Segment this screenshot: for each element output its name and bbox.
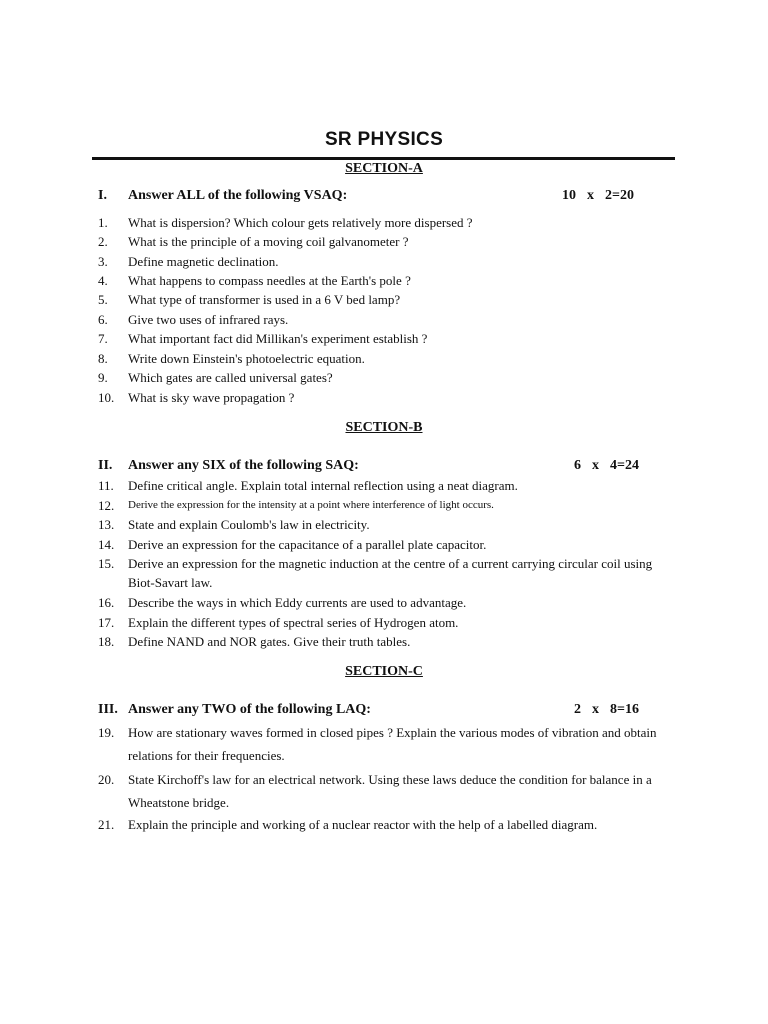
question-number: 3. <box>98 254 108 269</box>
question-number: 2. <box>98 234 108 249</box>
section-a-marks: 10 x 2=20 <box>562 188 634 203</box>
section-a-instruction: Answer ALL of the following VSAQ: <box>128 188 348 203</box>
question-text: Derive an expression for the capacitance of a parallel plate capacitor. <box>128 537 487 552</box>
question-text: How are stationary waves formed in closed pipes ? Explain the various modes of vibration and obtain relations for their frequencies. <box>128 725 657 763</box>
question-text: What is sky wave propagation ? <box>128 390 295 405</box>
section-c-roman: III. <box>98 702 118 717</box>
question-text: State and explain Coulomb's law in electricity. <box>128 517 370 532</box>
question-text: Give two uses of infrared rays. <box>128 312 289 327</box>
question-text: Write down Einstein's photoelectric equation. <box>128 351 365 366</box>
question-number: 7. <box>98 331 108 346</box>
question-text: Derive an expression for the magnetic induction at the centre of a current carrying circular coil using Biot-Savart law. <box>128 556 653 590</box>
question-number: 17. <box>98 615 115 630</box>
question-text: Which gates are called universal gates? <box>128 370 333 385</box>
question-number: 18. <box>98 634 115 649</box>
section-c-marks: 2 x 8=16 <box>574 702 639 717</box>
question-number: 4. <box>98 273 108 288</box>
question-number: 11. <box>98 478 114 493</box>
section-b-marks: 6 x 4=24 <box>574 458 639 473</box>
title-rule <box>92 157 675 160</box>
question-number: 16. <box>98 595 115 610</box>
page-title: SR PHYSICS <box>324 129 444 150</box>
section-a-title: SECTION-A <box>345 161 423 176</box>
question-number: 5. <box>98 292 108 307</box>
section-b-heading <box>98 458 678 476</box>
question-text: What is the principle of a moving coil galvanometer ? <box>128 234 409 249</box>
section-c-title: SECTION-C <box>345 664 423 679</box>
section-a-roman: I. <box>98 188 107 203</box>
question-text: Define NAND and NOR gates. Give their truth tables. <box>128 634 411 649</box>
question-number: 8. <box>98 351 108 366</box>
section-b-title: SECTION-B <box>345 420 423 435</box>
question-number: 15. <box>98 556 115 571</box>
question-number: 6. <box>98 312 108 327</box>
section-a-heading <box>98 188 678 206</box>
question-number: 19. <box>98 725 115 740</box>
section-b-roman: II. <box>98 458 113 473</box>
section-c-instruction: Answer any TWO of the following LAQ: <box>128 702 371 717</box>
question-number: 20. <box>98 772 115 787</box>
question-number: 9. <box>98 370 108 385</box>
question-text: Derive the expression for the intensity at a point where interference of light occurs. <box>128 499 494 511</box>
question-text: Define magnetic declination. <box>128 254 279 269</box>
question-number: 13. <box>98 517 115 532</box>
question-text: What type of transformer is used in a 6 V bed lamp? <box>128 292 401 307</box>
question-text: What important fact did Millikan's experiment establish ? <box>128 331 428 346</box>
question-number: 10. <box>98 390 115 405</box>
question-text: What happens to compass needles at the Earth's pole ? <box>128 273 411 288</box>
question-number: 1. <box>98 215 108 230</box>
question-text: What is dispersion? Which colour gets relatively more dispersed ? <box>128 215 473 230</box>
question-text: State Kirchoff's law for an electrical network. Using these laws deduce the condition for balance in a Wheatstone bridge. <box>128 772 652 810</box>
question-text: Explain the principle and working of a nuclear reactor with the help of a labelled diagram. <box>128 817 598 832</box>
question-number: 21. <box>98 817 115 832</box>
question-text: Explain the different types of spectral series of Hydrogen atom. <box>128 615 459 630</box>
question-text: Describe the ways in which Eddy currents are used to advantage. <box>128 595 467 610</box>
section-b-instruction: Answer any SIX of the following SAQ: <box>128 458 359 473</box>
section-c-heading <box>98 702 678 720</box>
question-text: Define critical angle. Explain total internal reflection using a neat diagram. <box>128 478 518 493</box>
question-number: 12. <box>98 498 115 513</box>
question-number: 14. <box>98 537 115 552</box>
